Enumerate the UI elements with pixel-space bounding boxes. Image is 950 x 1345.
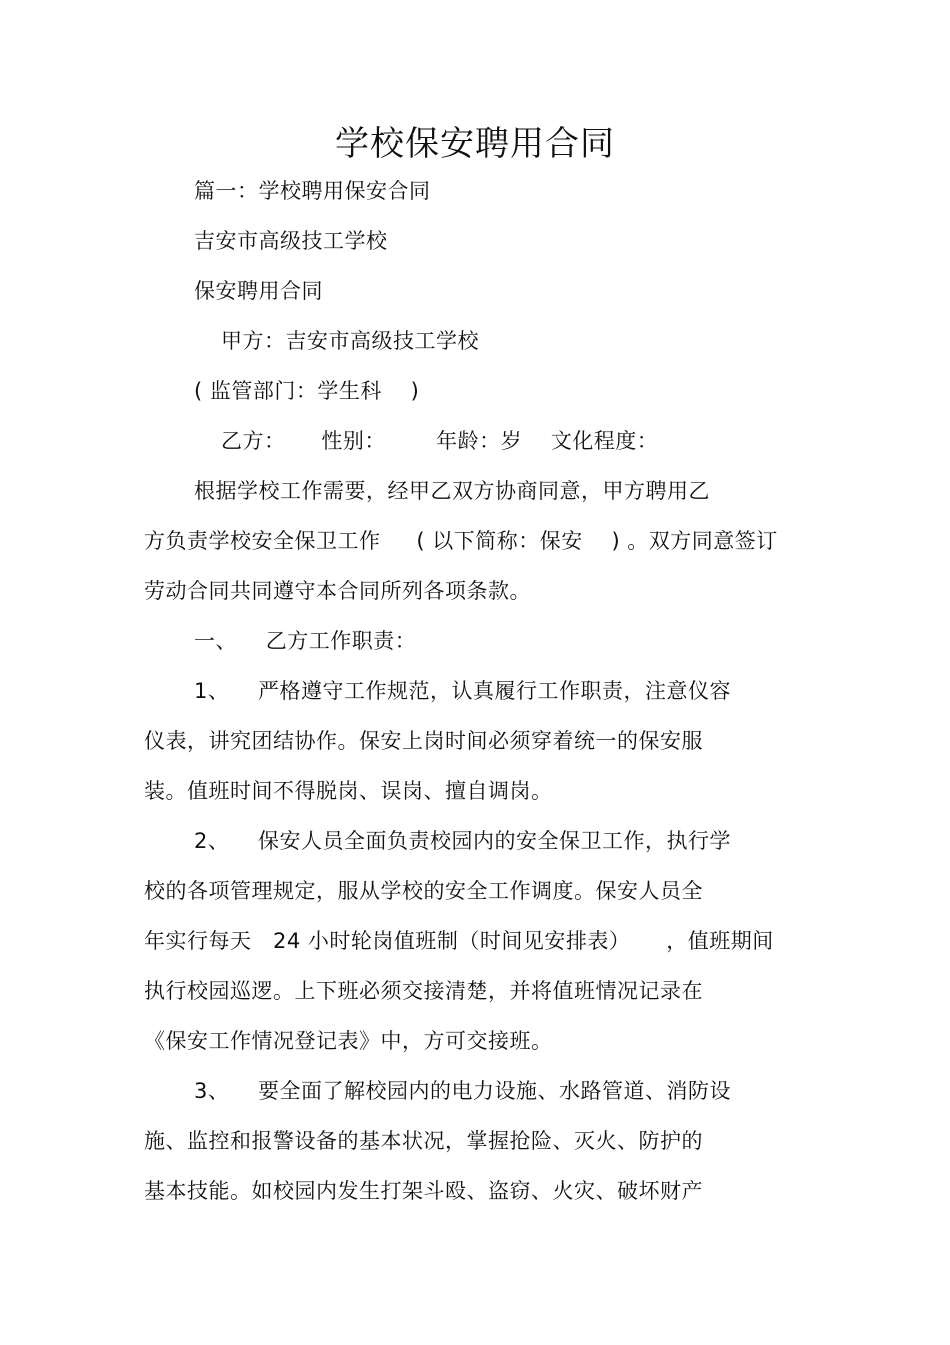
document-title: 学校保安聘用合同 <box>335 124 615 164</box>
text-line: 校的各项管理规定，服从学校的安全工作调度。保安人员全 <box>144 879 703 903</box>
text-line: 年实行每天 24 小时轮岗值班制（时间见安排表） ，值班期间 <box>144 929 774 953</box>
text-line: 3、 要全面了解校园内的电力设施、水路管道、消防设 <box>194 1079 732 1103</box>
text-line: 篇一：学校聘用保安合同 <box>194 179 431 203</box>
text-line: 仪表，讲究团结协作。保安上岗时间必须穿着统一的保安服 <box>144 729 703 753</box>
text-line: 执行校园巡逻。上下班必须交接清楚，并将值班情况记录在 <box>144 979 703 1003</box>
text-line: 装。值班时间不得脱岗、误岗、擅自调岗。 <box>144 779 553 803</box>
text-line: 劳动合同共同遵守本合同所列各项条款。 <box>144 579 531 603</box>
text-line: 吉安市高级技工学校 <box>194 229 388 253</box>
text-line: 根据学校工作需要，经甲乙双方协商同意，甲方聘用乙 <box>194 479 710 503</box>
text-line: 保安聘用合同 <box>194 279 323 303</box>
section-heading: 一、 乙方工作职责： <box>194 629 417 653</box>
text-line: 甲方：吉安市高级技工学校 <box>221 329 479 353</box>
text-line: 基本技能。如校园内发生打架斗殴、盗窃、火灾、破坏财产 <box>144 1179 703 1203</box>
text-line: 施、监控和报警设备的基本状况，掌握抢险、灭火、防护的 <box>144 1129 703 1153</box>
text-line: 乙方： 性别： 年龄：岁 文化程度： <box>221 429 659 453</box>
text-line: 方负责学校安全保卫工作 ( 以下简称：保安 ) 。双方同意签订 <box>144 529 778 553</box>
text-line: 1、 严格遵守工作规范，认真履行工作职责，注意仪容 <box>194 679 732 703</box>
text-line: 2、 保安人员全面负责校园内的安全保卫工作，执行学 <box>194 829 732 853</box>
text-line: 《保安工作情况登记表》中，方可交接班。 <box>144 1029 553 1053</box>
text-line: ( 监管部门：学生科 ) <box>194 379 420 403</box>
